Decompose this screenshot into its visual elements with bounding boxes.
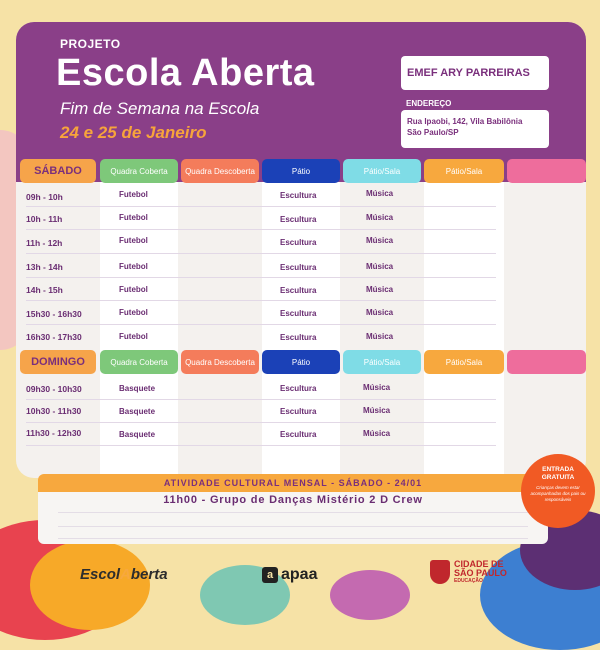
free-entry-badge — [521, 454, 595, 528]
city-crest-icon — [430, 560, 450, 584]
logo-text: CIDADE DE — [454, 559, 504, 569]
sp-text-block — [454, 560, 507, 584]
time-slot: 15h30 - 16h30 — [26, 309, 82, 319]
cultural-activity — [38, 474, 548, 544]
day-label-sunday: DOMINGO — [20, 350, 96, 374]
time-slot: 13h - 14h — [26, 262, 63, 272]
activity-description: 11h00 - Grupo de Danças Mistério 2 D Crew — [163, 494, 423, 506]
row-divider — [26, 324, 496, 325]
column-header-quadra-descoberta: Quadra Descoberta — [181, 159, 259, 183]
activity-cell: Música — [363, 429, 391, 438]
activity-cell: Escultura — [280, 333, 317, 342]
activity-cell: Música — [363, 383, 391, 392]
time-slot: 09h - 10h — [26, 192, 63, 202]
decorative-shape — [30, 540, 150, 630]
activity-cell: Música — [363, 406, 391, 415]
column-header-patio-sala: Pátio/Sala — [343, 159, 421, 183]
activity-cell: Basquete — [119, 384, 156, 393]
sao-paulo-logo — [430, 560, 507, 584]
apaa-logo — [262, 566, 317, 584]
column-header-empty — [507, 350, 586, 374]
logo-text: berta — [130, 566, 168, 583]
time-slot: 16h30 - 17h30 — [26, 332, 82, 342]
row-divider — [58, 526, 528, 527]
column-header-quadra-coberta: Quadra Coberta — [100, 350, 178, 374]
column-bg — [424, 182, 504, 478]
apaa-mark-icon: a — [262, 567, 278, 583]
activity-cell: Música — [366, 332, 394, 341]
activity-cell: Basquete — [119, 430, 156, 439]
activity-cell: Escultura — [280, 430, 317, 439]
activity-cell: Música — [366, 262, 394, 271]
column-header-quadra-descoberta: Quadra Descoberta — [181, 350, 259, 374]
activity-cell: Escultura — [280, 263, 317, 272]
logo-text: apaa — [281, 566, 318, 583]
school-name: EMEF ARY PARREIRAS — [401, 56, 549, 90]
activity-cell: Escultura — [280, 407, 317, 416]
logo-text: EDUCAÇÃO — [454, 578, 483, 584]
activity-title: ATIVIDADE CULTURAL MENSAL - SÁBADO - 24/01 — [38, 474, 548, 492]
row-divider — [26, 399, 496, 400]
row-divider — [58, 512, 528, 513]
column-header-patio-sala: Pátio/Sala — [424, 350, 504, 374]
escola-aberta-logo — [80, 566, 168, 583]
time-slot: 11h - 12h — [26, 238, 63, 248]
activity-cell: Música — [366, 236, 394, 245]
row-divider — [26, 253, 496, 254]
activity-cell: Escultura — [280, 286, 317, 295]
event-dates: 24 e 25 de Janeiro — [60, 123, 207, 142]
activity-cell: Futebol — [119, 308, 148, 317]
activity-cell: Música — [366, 308, 394, 317]
badge-title-line-2: GRATUITA — [541, 474, 575, 481]
activity-cell: Basquete — [119, 407, 156, 416]
row-divider — [26, 300, 496, 301]
badge-title-line-1: ENTRADA — [542, 466, 574, 473]
activity-cell: Futebol — [119, 236, 148, 245]
activity-cell: Escultura — [280, 384, 317, 393]
column-header-patio: Pátio — [262, 350, 340, 374]
activity-cell: Escultura — [280, 191, 317, 200]
logo-text: Escol — [80, 566, 121, 583]
row-divider — [26, 229, 496, 230]
row-divider — [58, 538, 528, 539]
address — [401, 110, 549, 148]
column-header-empty — [507, 159, 586, 183]
time-slot: 11h30 - 12h30 — [26, 428, 82, 438]
address-line-1: Rua Ipaobi, 142, Vila Babilônia — [407, 117, 523, 126]
time-slot: 10h30 - 11h30 — [26, 406, 82, 416]
activity-cell: Futebol — [119, 213, 148, 222]
column-header-quadra-coberta: Quadra Coberta — [100, 159, 178, 183]
logo-text: A — [120, 566, 131, 583]
decorative-shape — [330, 570, 410, 620]
time-slot: 09h30 - 10h30 — [26, 384, 82, 394]
column-header-patio: Pátio — [262, 159, 340, 183]
schedule-card — [16, 22, 586, 478]
project-label: PROJETO — [60, 37, 121, 51]
row-divider — [26, 422, 496, 423]
activity-cell: Escultura — [280, 238, 317, 247]
row-divider — [26, 445, 496, 446]
time-slot: 14h - 15h — [26, 285, 63, 295]
row-divider — [26, 277, 496, 278]
column-header-patio-sala: Pátio/Sala — [424, 159, 504, 183]
badge-note: Crianças devem estar acompanhadas dos pais ou responsáveis — [530, 485, 586, 502]
time-slot: 10h - 11h — [26, 214, 63, 224]
logo-text: SÃO PAULO — [454, 568, 507, 578]
address-label: ENDEREÇO — [406, 99, 452, 108]
activity-cell: Escultura — [280, 215, 317, 224]
activity-cell: Futebol — [119, 262, 148, 271]
activity-cell: Futebol — [119, 332, 148, 341]
day-label-saturday: SÁBADO — [20, 159, 96, 183]
column-header-patio-sala: Pátio/Sala — [343, 350, 421, 374]
activity-cell: Música — [366, 285, 394, 294]
activity-cell: Música — [366, 189, 394, 198]
activity-cell: Futebol — [119, 190, 148, 199]
subtitle: Fim de Semana na Escola — [60, 99, 260, 118]
address-line-2: São Paulo/SP — [407, 128, 459, 137]
page-title: Escola Aberta — [56, 52, 315, 94]
activity-cell: Futebol — [119, 285, 148, 294]
activity-cell: Escultura — [280, 309, 317, 318]
activity-cell: Música — [366, 213, 394, 222]
header — [16, 22, 586, 182]
row-divider — [26, 206, 496, 207]
